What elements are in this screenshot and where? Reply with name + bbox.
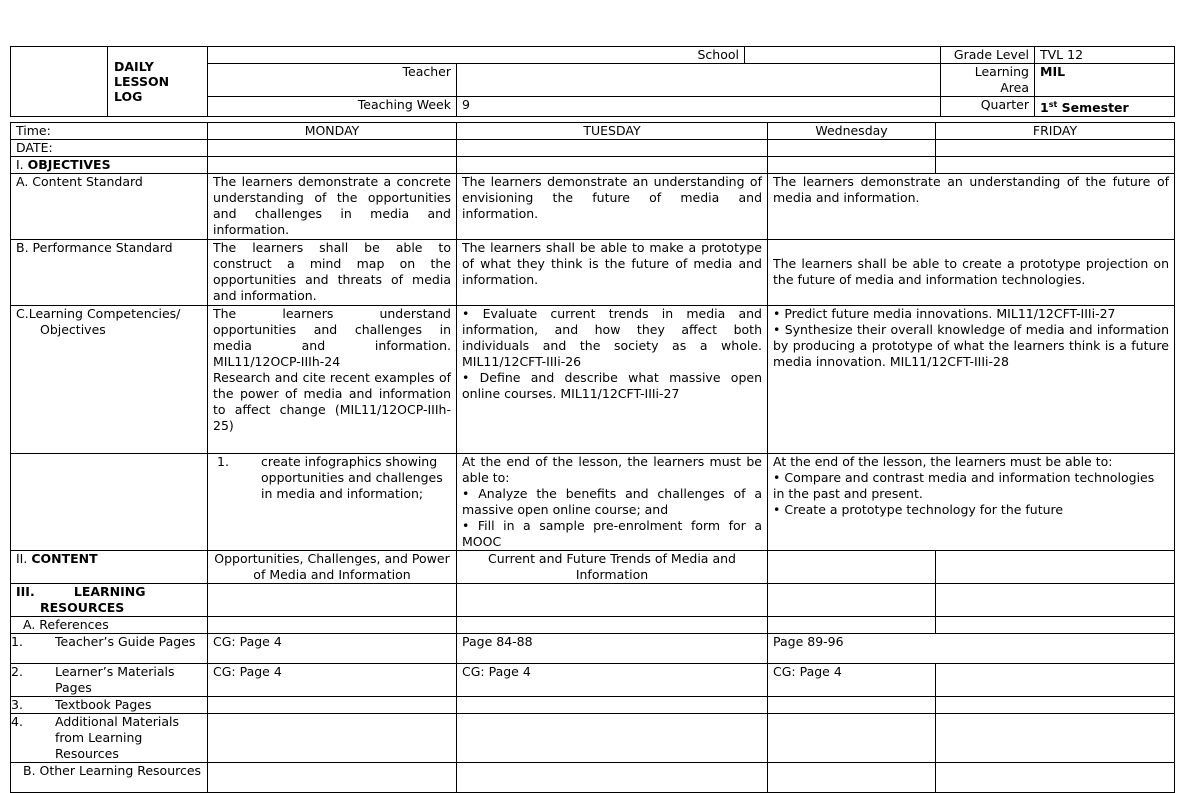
performance-standard-row xyxy=(11,240,1175,306)
performance-standard-label: B. Performance Standard xyxy=(11,240,208,306)
school-value[interactable] xyxy=(745,47,941,64)
textbook-row xyxy=(11,697,1175,714)
competencies-row xyxy=(11,306,1175,454)
learners-materials-label: 2. Learner’s Materials Pages xyxy=(11,664,208,697)
daily-lesson-log-title: DAILY LESSON LOG xyxy=(108,47,208,117)
quarter-value[interactable]: 1st Semester xyxy=(1035,97,1175,117)
content-standard-row xyxy=(11,174,1175,240)
quarter-label: Quarter xyxy=(941,97,1035,117)
objectives-wednesday: At the end of the lesson, the learners must be able to: • Compare and contrast media and information technologies in the past and present. • Create a prototype technology for the future xyxy=(768,454,1175,551)
objectives-heading: I. OBJECTIVES xyxy=(11,157,208,174)
teaching-week-label: Teaching Week xyxy=(208,97,457,117)
competencies-wednesday: • Predict future media innovations. MIL11/12CFT-IIIi-27 • Synthesize their overall knowledge of media and information by producing a prototype of what the learners think is a future media innovation. MIL11/12CFT-IIIi-28 xyxy=(768,306,1175,454)
teachers-guide-tuesday: Page 84-88 xyxy=(457,634,768,664)
additional-materials-row xyxy=(11,714,1175,763)
performance-standard-tuesday: The learners shall be able to make a prototype of what they think is the future of media and information. xyxy=(457,240,768,306)
teacher-label: Teacher xyxy=(208,64,457,97)
objectives-detail-row xyxy=(11,454,1175,551)
competencies-monday: The learners understand opportunities and challenges in media and information. MIL11/12OCP-IIIh-24 Research and cite recent examples of the power of media and information to affect change (MIL11/12OCP-IIIh-25) xyxy=(208,306,457,454)
grade-level-label: Grade Level xyxy=(941,47,1035,64)
textbook-label: 3. Textbook Pages xyxy=(11,697,208,714)
learners-materials-wednesday: CG: Page 4 xyxy=(768,664,936,697)
other-resources-label: B. Other Learning Resources xyxy=(11,763,208,793)
content-label: II. CONTENT xyxy=(11,551,208,584)
date-tuesday[interactable] xyxy=(457,140,768,157)
lesson-log-table xyxy=(10,122,1175,793)
objectives-monday: 1. create infographics showing opportunities and challenges in media and information; xyxy=(208,454,457,551)
teachers-guide-row xyxy=(11,634,1175,664)
learning-area-label: Learning Area xyxy=(941,64,1035,97)
teacher-value[interactable] xyxy=(457,64,941,97)
content-standard-label: A. Content Standard xyxy=(11,174,208,240)
date-friday[interactable] xyxy=(936,140,1175,157)
content-monday: Opportunities, Challenges, and Power of Media and Information xyxy=(208,551,457,584)
competencies-tuesday: • Evaluate current trends in media and information, and how they affect both individuals and the society as a whole. MIL11/12CFT-IIIi-26 • Define and describe what massive open online courses. MIL11/12CFT-IIIi-27 xyxy=(457,306,768,454)
references-row xyxy=(11,617,1175,634)
performance-standard-monday: The learners shall be able to construct a mind map on the opportunities and threats of media and information. xyxy=(208,240,457,306)
content-row xyxy=(11,551,1175,584)
other-resources-row xyxy=(11,763,1175,793)
teaching-week-value[interactable]: 9 xyxy=(457,97,941,117)
date-wednesday[interactable] xyxy=(768,140,936,157)
school-label: School xyxy=(208,47,745,64)
learners-materials-row xyxy=(11,664,1175,697)
header-table xyxy=(10,46,1175,117)
day-header-monday: MONDAY xyxy=(208,123,457,140)
grade-level-value[interactable]: TVL 12 xyxy=(1035,47,1175,64)
objectives-tuesday: At the end of the lesson, the learners must be able to: • Analyze the benefits and challenges of a massive open online course; and • Fill in a sample pre-enrolment form for a MOOC xyxy=(457,454,768,551)
date-monday[interactable] xyxy=(208,140,457,157)
references-label: A. References xyxy=(11,617,208,634)
performance-standard-wednesday: The learners shall be able to create a prototype projection on the future of media and information technologies. xyxy=(768,240,1175,306)
teachers-guide-wednesday: Page 89-96 xyxy=(768,634,1175,664)
header-blank-cell xyxy=(11,47,108,117)
additional-materials-label: 4. Additional Materials from Learning Resources xyxy=(11,714,208,763)
teachers-guide-label: 1. Teacher’s Guide Pages xyxy=(11,634,208,664)
day-header-wednesday: Wednesday xyxy=(768,123,936,140)
learning-area-value[interactable]: MIL xyxy=(1035,64,1175,97)
learners-materials-tuesday: CG: Page 4 xyxy=(457,664,768,697)
competencies-label: C.Learning Competencies/ Objectives xyxy=(11,306,208,454)
content-tuesday: Current and Future Trends of Media and Information xyxy=(457,551,768,584)
date-label: DATE: xyxy=(11,140,208,157)
date-row xyxy=(11,140,1175,157)
learning-resources-row xyxy=(11,584,1175,617)
learning-resources-label: III. LEARNING RESOURCES xyxy=(11,584,208,617)
teachers-guide-monday: CG: Page 4 xyxy=(208,634,457,664)
objectives-heading-row xyxy=(11,157,1175,174)
day-header-tuesday: TUESDAY xyxy=(457,123,768,140)
day-header-row xyxy=(11,123,1175,140)
content-standard-monday: The learners demonstrate a concrete understanding of the opportunities and challenges in media and information. xyxy=(208,174,457,240)
time-label: Time: xyxy=(11,123,208,140)
content-standard-wednesday: The learners demonstrate an understanding of the future of media and information. xyxy=(768,174,1175,240)
learners-materials-monday: CG: Page 4 xyxy=(208,664,457,697)
day-header-friday: FRIDAY xyxy=(936,123,1175,140)
content-standard-tuesday: The learners demonstrate an understanding of envisioning the future of media and information. xyxy=(457,174,768,240)
